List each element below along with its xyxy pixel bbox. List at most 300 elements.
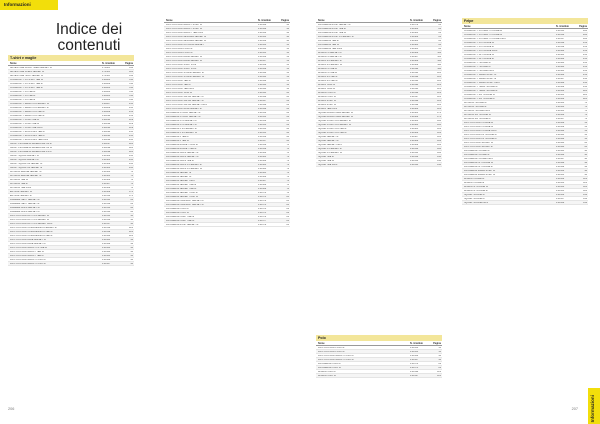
cell-page: 208	[583, 33, 587, 36]
cell-name: COMMUNITY LS SHIRT TEE W	[10, 78, 43, 81]
cell-code: PS1431	[556, 93, 565, 96]
section-header-label: Informazioni	[4, 2, 31, 7]
cell-page: 88	[438, 47, 441, 50]
cell-page: 192	[583, 197, 587, 200]
cell-name: SQUAD JERSEY W	[318, 139, 339, 142]
table-row	[8, 262, 134, 266]
cell-name: SQUAD HOODIE M	[464, 197, 485, 200]
cell-page: 80	[286, 195, 289, 198]
cell-page: 214	[583, 61, 587, 64]
cell-code: PS1432	[556, 97, 565, 100]
cell-code: PS1374	[258, 207, 267, 210]
cell-page: 230	[129, 158, 133, 161]
cell-page: 62	[286, 103, 289, 106]
cell-page: 180	[437, 123, 441, 126]
cell-page: 74	[130, 186, 133, 189]
section-header-bar	[0, 0, 58, 10]
cell-page: 220	[583, 93, 587, 96]
header-code: N. ricambio	[410, 341, 424, 345]
cell-page: 44	[130, 258, 133, 261]
cell-name: PRO CONTROL VAPOR JERSEY M	[166, 95, 204, 98]
cell-page: 209	[129, 126, 133, 129]
cell-page: 230	[129, 154, 133, 157]
cell-page: 66	[286, 111, 289, 114]
cell-code: PS1369	[258, 187, 267, 190]
cell-name: COMMUNITY ZIP HOODIE W	[464, 93, 495, 96]
cell-page: 94	[584, 169, 587, 172]
cell-page: 192	[583, 193, 587, 196]
cell-page: 74	[584, 109, 587, 112]
cell-name: PROGRESS JERSEY TEE M	[166, 183, 197, 186]
cell-page: 52	[286, 59, 289, 62]
cell-name: COMMUNITY REACTION JERSEY W	[10, 102, 49, 105]
cell-page: 186	[437, 143, 441, 146]
cell-name: PRO CONTROL VAPOR JERSEY W	[166, 99, 204, 102]
cell-name: SQUAD LS JERSEY W	[318, 151, 342, 154]
cell-name: PRO CONTROL IMPACT SHIRT W	[166, 27, 203, 30]
cell-page: 74	[130, 182, 133, 185]
cell-code: PS1445	[556, 149, 565, 152]
cell-page: 26	[130, 202, 133, 205]
header-name: Nome	[318, 18, 325, 22]
cell-page: 218	[583, 81, 587, 84]
cell-code: PS1340	[258, 71, 267, 74]
header-page: Pagina	[433, 341, 441, 345]
cell-name: PRO CONTROL SHIRT LS M	[166, 63, 197, 66]
cell-name: COMMUNITY LS SHIRT TEE M	[10, 86, 43, 89]
cell-page: 124	[437, 99, 441, 102]
cell-name: DIVISION REFINE JERSEY W	[10, 170, 42, 173]
cell-code: PS1335	[410, 350, 419, 353]
cell-code: PS1414	[410, 163, 419, 166]
cell-name: PRO CONTROL IMPACT TEE W	[10, 250, 44, 253]
cell-code: PS1422	[556, 57, 565, 60]
cell-name: PREMIER BOLD JERSEY M	[10, 210, 40, 213]
cell-code: PS1338	[258, 63, 267, 66]
cell-name: SQUAD ADVENTURE JERSEY W	[318, 115, 354, 118]
cell-name: ENTRAIL JERSEY M	[10, 194, 32, 197]
cell-code: PS1454	[556, 185, 565, 188]
cell-page: 78	[286, 191, 289, 194]
cell-name: PRO CONTROL TEE W	[166, 79, 191, 82]
cell-code: PS1412	[410, 155, 419, 158]
cell-name: ADVENTURE GOOD TIMES JERSEY W	[10, 66, 52, 69]
cell-code: PS1365	[258, 171, 267, 174]
cell-code: PS1443	[556, 141, 565, 144]
cell-page: 80	[286, 203, 289, 206]
cell-page: 52	[286, 55, 289, 58]
table-body	[316, 346, 442, 378]
cell-page: 120	[437, 75, 441, 78]
cell-name: RISING LS TEE W	[318, 71, 338, 74]
cell-page: 72	[286, 167, 289, 170]
cell-name: SQUAD FUNCTION JERSEY W	[318, 123, 352, 126]
cell-code: PS1300	[102, 154, 111, 157]
cell-code: PS1346	[258, 95, 267, 98]
cell-name: PROGRESS 2 SS JERSEY M	[166, 127, 197, 130]
cell-name: SQUAD TEE KIDS	[318, 163, 338, 166]
cell-code: PS1423	[556, 61, 565, 64]
cell-page: 56	[286, 79, 289, 82]
cell-name: PROGRESS 2 TEE W	[166, 139, 189, 142]
cell-page: 120	[437, 71, 441, 74]
cell-code: PS1317	[102, 222, 111, 225]
cell-page: 84	[286, 223, 289, 226]
cell-page: 56	[286, 75, 289, 78]
cell-page: 210	[129, 134, 133, 137]
cell-page: 66	[286, 119, 289, 122]
cell-name: PROGRESS LUMINANT JERSEY W	[166, 203, 204, 206]
cell-code: PS1305	[102, 174, 111, 177]
cell-code: PS1425	[556, 69, 565, 72]
cell-name: CRAFT SQUAD SS JERSEY W	[10, 162, 43, 165]
cell-code: PS1439	[556, 125, 565, 128]
cell-name: SQUAD HOODIE W	[464, 193, 485, 196]
cell-name: PROGRESS HOODIE KIDS	[464, 157, 493, 160]
cell-name: PROGRESS HOODIE W	[464, 149, 490, 152]
cell-name: PROGRESS JERSEY KIDS	[166, 179, 195, 182]
cell-name: PROGRESS RUSH LS JERSEY M	[318, 35, 354, 38]
cell-name: PRO CONTROL COMPRESSION TEE M	[10, 234, 53, 237]
cell-page: 124	[437, 95, 441, 98]
cell-name: RISING POLO M	[318, 370, 336, 373]
cell-name: SQUAD TEE W	[318, 159, 335, 162]
cell-code: PS1326	[410, 354, 419, 357]
cell-name: PREMIER NEXT JERSEY W	[10, 198, 40, 201]
cell-name: PRO CONTROL HOODIE W	[464, 121, 494, 124]
cell-name: COMMUNITY HOODIE KIDS	[464, 69, 494, 72]
cell-code: PS1285	[102, 94, 111, 97]
cell-code: PS1347	[258, 99, 267, 102]
cell-page: 128	[583, 189, 587, 192]
cell-code: PS1356	[258, 135, 267, 138]
cell-name: COMMUNITY LS TEE W	[10, 90, 36, 93]
cell-code: PS1421	[556, 53, 565, 56]
cell-code: PS1291	[102, 118, 111, 121]
section-heading-label: Polo	[318, 336, 326, 340]
cell-code: PS1398	[410, 99, 419, 102]
cell-code: PS1337	[258, 59, 267, 62]
cell-page: 82	[438, 362, 441, 365]
cell-code: PS1284	[102, 90, 111, 93]
cell-page: 60	[584, 141, 587, 144]
cell-page: 116	[437, 55, 441, 58]
header-page: Pagina	[579, 24, 587, 28]
cell-name: PRO CONTROL FADE JERSEY M	[10, 242, 46, 245]
table-row	[316, 163, 442, 167]
cell-code: PS1400	[410, 107, 419, 110]
cell-page: 212	[129, 110, 133, 113]
cell-code: PS1352	[258, 119, 267, 122]
cell-code: PS1426	[556, 73, 565, 76]
cell-name: COMMUNITY LS CRAFT HOODIE KIDS	[464, 37, 506, 40]
cell-name: COMMUNITY REACTION TEE M	[10, 114, 45, 117]
cell-name: PROGRESS RUSH JERSEY W	[318, 23, 351, 26]
index-column-continued-2	[316, 18, 442, 167]
cell-name: DIVISION TEE M	[10, 182, 28, 185]
cell-name: PROGRESS RUSH TEE M	[318, 27, 346, 30]
cell-code: PS1311	[102, 198, 111, 201]
cell-page: 228	[129, 150, 133, 153]
cell-name: PRO CONTROL IMPACT LS TEE M	[10, 246, 47, 249]
cell-code: PS1408	[410, 139, 419, 142]
cell-name: PROGRESS TEE M	[318, 39, 339, 42]
cell-code: PS1318	[102, 226, 111, 229]
cell-name: SQUAD FUNCTION TEE W	[318, 131, 347, 134]
cell-name: PRO CONTROL OUTLAND JERSEY	[166, 43, 204, 46]
cell-name: PRO CONTROL SHIRT LS W	[166, 67, 197, 70]
cell-code: PS1353	[258, 123, 267, 126]
cell-code: PS1287	[102, 102, 111, 105]
cell-page: 42	[130, 242, 133, 245]
cell-code: PS1396	[410, 91, 419, 94]
cell-name: PRO CONTROL COMPRESSION TEE W	[10, 230, 53, 233]
cell-page: 84	[438, 23, 441, 26]
cell-name: PRO CONTROL TEE KIDS	[166, 87, 194, 90]
cell-page: 50	[286, 43, 289, 46]
page-title: Indice dei contenuti	[55, 21, 123, 54]
cell-name: COMMUNITY LS HOODIE KIDS	[464, 49, 498, 52]
cell-name: PREMIER BOLD JERSEY W	[10, 206, 40, 209]
cell-code: PS1450	[556, 169, 565, 172]
cell-name: COMMUNITY MOUNTAIN TEE W	[10, 130, 45, 133]
cell-page: 88	[438, 39, 441, 42]
cell-page: 54	[286, 67, 289, 70]
cell-name: PRO CONTROL HOODIE M	[464, 125, 494, 128]
cell-name: ADVENTURE TECH JERSEY W	[10, 74, 44, 77]
cell-code: PS1375	[410, 366, 419, 369]
cell-page: 188	[437, 147, 441, 150]
cell-page: 58	[584, 137, 587, 140]
cell-page: 58	[286, 83, 289, 86]
cell-name: DIVISION REFINE JERSEY M	[10, 174, 42, 177]
cell-page: 68	[286, 139, 289, 142]
cell-page: 64	[286, 107, 289, 110]
cell-name: PRO CONTROL IMPACT POLO M	[10, 258, 46, 261]
cell-code: PS1343	[258, 83, 267, 86]
cell-page: 188	[437, 151, 441, 154]
cell-name: PRO CONTROL RACE JERSEY W	[166, 55, 203, 58]
cell-page: 118	[437, 59, 441, 62]
cell-code: PS1407	[410, 135, 419, 138]
cell-page: 40	[130, 218, 133, 221]
cell-code: PS1306	[102, 178, 111, 181]
cell-page: 44	[438, 358, 441, 361]
cell-name: SQUAD ADVENTURE JERSEY M	[318, 111, 353, 114]
cell-page: 211	[129, 86, 133, 89]
cell-code: PS1456	[556, 193, 565, 196]
cell-page: 86	[438, 31, 441, 34]
header-code: N. ricambio	[258, 18, 272, 22]
cell-page: 90	[584, 153, 587, 156]
cell-code: PS1309	[102, 190, 111, 193]
cell-code: PS1288	[102, 106, 111, 109]
cell-code: PS1433	[556, 101, 565, 104]
cell-code: PS1325	[102, 254, 111, 257]
cell-code: PS1441	[556, 133, 565, 136]
cell-name: CRAFT PROGRESS BASELAYER SS M	[10, 142, 52, 145]
cell-page: 122	[437, 87, 441, 90]
cell-name: PRO CONTROL NEW ERA JERSEY M	[166, 35, 207, 38]
cell-page: 28	[130, 210, 133, 213]
cell-name: COMMUNITY TEAM HOODIE W	[464, 85, 498, 88]
cell-name: PROGRESS GILLS TEE M	[166, 159, 194, 162]
cell-page: 76	[286, 175, 289, 178]
cell-code: PS1357	[258, 139, 267, 142]
cell-page: 126	[583, 177, 587, 180]
cell-page: 76	[584, 117, 587, 120]
cell-name: PROGRESS FZ HOODIE M	[464, 165, 493, 168]
cell-name: CRAFT SQUAD SS JERSEY M	[10, 166, 43, 169]
cell-name: PROGRESS GILLS LS JERSEY W	[166, 167, 202, 170]
cell-name: PRO CONTROL POLO M	[318, 346, 345, 349]
cell-name: PRO CONTROL FZ HOODIE M	[464, 137, 497, 140]
cell-page: 74	[130, 178, 133, 181]
cell-name: COMMUNITY LS CRAFT HOODIE W	[464, 29, 503, 32]
cell-name: PRO CONTROL IMPACT POLO W	[318, 358, 354, 361]
cell-name: PROGRESS RUSH TEE W	[318, 31, 347, 34]
cell-code: PS1315	[102, 214, 111, 217]
cell-code: PS1363	[258, 163, 267, 166]
cell-code: PS1381	[410, 31, 419, 34]
cell-code: PS1401	[410, 111, 419, 114]
cell-page: 78	[286, 183, 289, 186]
cell-name: RISING TEE KIDS	[318, 107, 337, 110]
cell-code: PS1376	[258, 215, 267, 218]
header-page: Pagina	[281, 18, 289, 22]
cell-page: 70	[286, 147, 289, 150]
cell-page: 118	[437, 67, 441, 70]
index-column-polo	[316, 335, 442, 378]
cell-name: DIVISION HOODIE KIDS	[464, 109, 490, 112]
cell-code: PS1282	[102, 82, 111, 85]
cell-page: 84	[286, 219, 289, 222]
header-name: Nome	[318, 341, 325, 345]
cell-page: 54	[286, 63, 289, 66]
cell-code: PS1326	[102, 258, 111, 261]
cell-code: PS1428	[556, 81, 565, 84]
cell-code: PS1345	[258, 91, 267, 94]
cell-code: PS1385	[410, 47, 419, 50]
cell-page: 90	[584, 149, 587, 152]
cell-name: COMMUNITY HOODIE W	[464, 61, 491, 64]
cell-page: 120	[437, 79, 441, 82]
cell-code: PS1392	[410, 75, 419, 78]
cell-code: PS1316	[102, 218, 111, 221]
cell-name: PRO CONTROL TEE M	[166, 83, 191, 86]
header-page: Pagina	[125, 61, 133, 65]
cell-code: PS1434	[556, 105, 565, 108]
cell-name: PRO CONTROL IMPACT TEE KIDS	[166, 31, 203, 34]
cell-code: PS1457	[556, 197, 565, 200]
cell-code: PS1302	[102, 162, 111, 165]
cell-name: PROGRESS JERSEY TEE W	[166, 187, 197, 190]
cell-name: RISING SS TEE M	[318, 75, 338, 78]
cell-code: PS1453	[556, 181, 565, 184]
cell-name: COMMUNITY REACTION TEE W	[10, 110, 45, 113]
cell-page: 192	[129, 66, 133, 69]
cell-code: PS1372	[258, 199, 267, 202]
cell-page: 50	[438, 346, 441, 349]
cell-page: 116	[437, 51, 441, 54]
cell-page: 74	[130, 170, 133, 173]
cell-page: 230	[129, 166, 133, 169]
cell-code: PS1327	[102, 262, 111, 265]
cell-page: 226	[129, 234, 133, 237]
cell-name: RISING FZ HOODIE W	[464, 185, 488, 188]
cell-name: PRO CONTROL FADE JERSEY W	[10, 238, 46, 241]
cell-page: 82	[286, 207, 289, 210]
cell-code: PS1350	[258, 111, 267, 114]
cell-name: PROGRESS POLO M	[318, 362, 341, 365]
table-row	[316, 374, 442, 378]
cell-page: 82	[438, 366, 441, 369]
cell-code: PS1397	[410, 374, 419, 377]
cell-page: 82	[286, 211, 289, 214]
cell-page: 216	[583, 65, 587, 68]
cell-code: PS1435	[556, 109, 565, 112]
cell-name: COMMUNITY LOGO TEE KIDS	[10, 126, 43, 129]
cell-page: 40	[130, 214, 133, 217]
cell-code: PS1358	[258, 143, 267, 146]
cell-page: 126	[583, 181, 587, 184]
cell-page: 190	[437, 159, 441, 162]
cell-code: PS1371	[258, 195, 267, 198]
header-code: N. ricambio	[410, 18, 424, 22]
cell-page: 46	[286, 23, 289, 26]
cell-code: PS1458	[556, 201, 565, 204]
cell-page: 48	[286, 39, 289, 42]
cell-page: 211	[129, 82, 133, 85]
cell-page: 192	[129, 74, 133, 77]
cell-code: PS1334	[410, 346, 419, 349]
cell-name: RISING LS TEE M	[318, 67, 337, 70]
cell-page: 211	[129, 78, 133, 81]
cell-code: PS1405	[410, 127, 419, 130]
cell-code: PS1344	[258, 87, 267, 90]
cell-code: PS1348	[258, 103, 267, 106]
cell-name: SQUAD HOODIE KIDS	[464, 201, 488, 204]
cell-code: PS1319	[102, 230, 111, 233]
cell-page: 28	[130, 206, 133, 209]
cell-name: PRO CONTROL WIND JERSEY M	[166, 107, 202, 110]
cell-code: PS1327	[410, 358, 419, 361]
cell-page: 214	[583, 57, 587, 60]
cell-code: PS1410	[410, 147, 419, 150]
cell-code: PS1362	[258, 159, 267, 162]
cell-page: 92	[584, 161, 587, 164]
cell-name: PROGRESS 2 LS JERSEY W	[166, 123, 197, 126]
cell-code: PS1415	[556, 29, 565, 32]
cell-code: PS1446	[556, 153, 565, 156]
cell-name: PRO CONTROL HOODIE KIDS	[464, 129, 497, 132]
cell-page: 50	[438, 350, 441, 353]
cell-name: COMMUNITY LS HOODIE M	[464, 45, 494, 48]
cell-name: RISING POLO W	[318, 374, 336, 377]
cell-page: 214	[583, 53, 587, 56]
cell-name: PROGRESS PRINT TEE M	[166, 215, 195, 218]
cell-code: PS1402	[410, 115, 419, 118]
cell-page: 170	[129, 190, 133, 193]
cell-name: COMMUNITY SWEATSHIRT KIDS	[464, 81, 500, 84]
cell-page: 86	[438, 27, 441, 30]
cell-name: PROGRESS FZ HOODIE W	[464, 161, 493, 164]
cell-name: PROGRESS 2 LOGO JERSEY M	[166, 111, 201, 114]
cell-page: 178	[437, 115, 441, 118]
cell-page: 190	[437, 155, 441, 158]
cell-code: PS1322	[102, 242, 111, 245]
cell-name: DIVISION TEE W	[10, 178, 28, 181]
